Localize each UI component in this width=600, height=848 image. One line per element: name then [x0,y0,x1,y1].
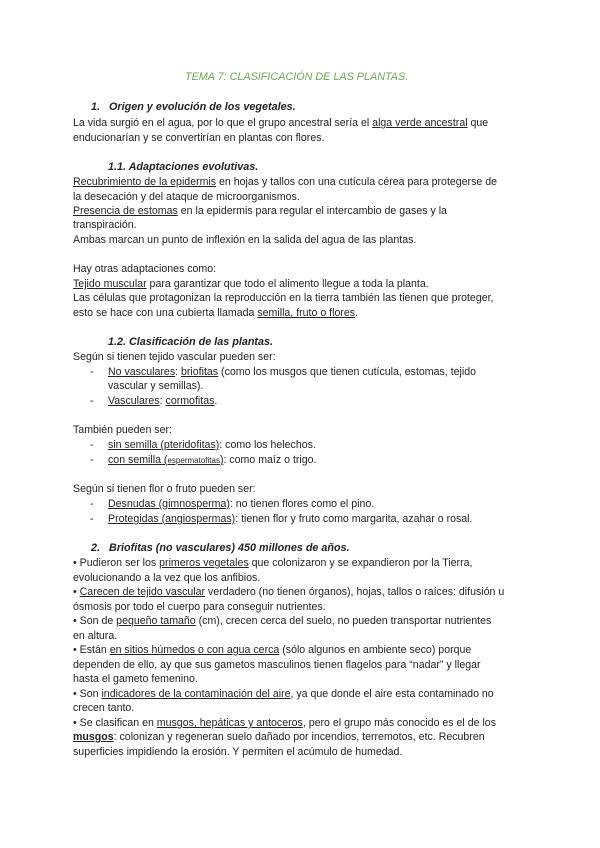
s11-line-9 [73,306,358,321]
underlined-term: Recubrimiento de la epidermis [73,176,217,188]
section-1-2-heading: 1.2. Clasificación de las plantas. [108,336,274,348]
underlined-term: alga verde ancestral [372,117,468,129]
dash-bullet-icon: - [90,395,94,407]
text: , ya que donde el aire esta contaminado no [290,688,494,700]
underlined-term: Presencia de estomas [73,205,178,217]
underlined-term: Vasculares [108,395,160,407]
text: : no tienen flores como el pino. [229,498,375,510]
s12-intro-1: Según si tienen tejido vascular pueden ser: [73,351,276,363]
s2-line-3 [73,585,504,600]
dash-bullet-icon: - [90,513,94,525]
text: • Están [73,644,110,656]
underlined-term: en sitios húmedos o con agua cerca [109,644,280,656]
s2-line-2: evolucionando a la vez que los anfibios. [73,572,261,584]
underlined-term: pequeño tamaño [116,615,196,627]
underlined-term: Tejido muscular [73,278,147,290]
text: • Son [73,688,102,700]
underlined-term: Carecen de tejido vascular [79,586,206,598]
text: . [214,395,218,407]
s11-line-2: la desecación y del ataque de microorganismos. [73,191,300,203]
underlined-term: indicadores de la contaminación del aire [101,688,291,700]
text: : como los helechos. [219,439,316,451]
s11-line-7 [73,277,429,292]
s11-line-6: Hay otras adaptaciones como: [73,263,217,275]
text: . [355,307,359,319]
s2-line-6: en altura. [73,630,118,642]
underlined-term: briofitas [181,366,219,378]
underlined-term: Desnudas (gimnosperma) [108,498,230,510]
s11-line-1 [73,175,497,190]
underlined-term: No vasculares [108,366,176,378]
section-2-title: Briofitas (no vasculares) 450 millones de años. [109,542,350,554]
text: , pero el grupo más conocido es el de los [302,717,496,729]
s12-intro-3: Según si tienen flor o fruto pueden ser: [73,483,256,495]
section-2-heading [91,541,350,556]
dash-bullet-icon: - [90,498,94,510]
text: : [159,395,166,407]
text: que [467,117,489,129]
text: (cm), crecen cerca del suelo, no pueden transportar nutrientes [195,615,492,627]
text: : tienen flor y fruto como margarita, azahar o rosal. [235,513,473,525]
text: que colonizaron y se expandieron por la Tierra, [248,557,473,569]
bullet-text [108,512,472,527]
section-2-number: 2. [91,542,101,554]
text: • Se clasifican en [73,717,157,729]
s2-line-12 [73,716,496,731]
s2-line-7 [73,643,471,658]
underlined-term: sin semilla (pteridofitas) [108,439,220,451]
s11-line-5: Ambas marcan un punto de inflexión en la salida del agua de las plantas. [73,234,417,246]
text: • Son de [73,615,117,627]
text: (sólo algunos en ambiente seco) porque [279,644,472,656]
text: : como maíz o trigo. [223,454,317,466]
s12-intro-2: También pueden ser: [73,424,172,436]
bullet-text [108,438,316,453]
s11-line-4: transpiración. [73,219,137,231]
text: para garantizar que todo el alimento llegue a toda la planta. [146,278,429,290]
text: La vida surgió en el agua, por lo que el grupo ancestral sería el [73,117,373,129]
s2-line-11: crecen tanto. [73,702,135,714]
s12-bullet-1-cont: vascular y semillas). [108,380,204,392]
s11-line-3 [73,204,447,219]
s2-line-13 [73,730,485,745]
text: con semilla ( [108,454,168,466]
section-1-1-heading: 1.1. Adaptaciones evolutivas. [108,161,259,173]
s2-line-9: hasta el gameto femenino. [73,673,198,685]
section-1-title: Origen y evolución de los vegetales. [109,101,296,113]
text: : colonizan y regeneran suelo dañado por incendios, terremotos, etc. Recubren [113,731,485,743]
text: : [175,366,182,378]
underlined-bold-term: musgos [73,731,114,743]
bullet-text [108,497,374,512]
bullet-text [108,453,317,468]
text: esto se hace con una cubierta llamada [73,307,258,319]
s2-line-1 [73,556,472,571]
s2-line-8: dependen de ello, ay que sus gametos masculinos tienen flagelos para “nadar” y llegar [73,659,481,671]
s1-line-2: enducionarían y se convertirían en plantas con flores. [73,132,325,144]
document-title: TEMA 7: CLASIFICACIÓN DE LAS PLANTAS. [185,71,409,83]
text: • Pudieron ser los [73,557,160,569]
underlined-term: semilla, fruto o flores [257,307,356,319]
underlined-term: primeros vegetales [159,557,249,569]
s11-line-8: Las células que protagonizan la reproducción en la tierra también las tienen que proteger, [73,292,494,304]
s2-line-4: ósmosis por todo el cuerpo para conseguir nutrientes. [73,601,326,613]
section-1-number: 1. [91,101,101,113]
small-text: espermatofitas [167,456,220,465]
s2-line-10 [73,687,494,702]
section-1-heading [91,100,296,115]
underlined-term: cormofitas [165,395,215,407]
dash-bullet-icon: - [90,366,94,378]
text: en la epidermis para regular el intercambio de gases y la [177,205,447,217]
underlined-term: Protegidas (angiospermas) [108,513,236,525]
dash-bullet-icon: - [90,454,94,466]
underlined-term [108,454,223,466]
text: en hojas y tallos con una cutícula cérea para protegerse de [216,176,498,188]
bullet-text [108,365,476,380]
s1-line-1 [73,116,488,131]
dash-bullet-icon: - [90,439,94,451]
text: ) [219,454,224,466]
underlined-term: musgos, hepáticas y antoceros [156,717,303,729]
text: • [73,586,80,598]
text: verdadero (no tienen órganos), hojas, tallos o raíces: difusión u [205,586,505,598]
s2-line-5 [73,614,491,629]
text: (como los musgos que tienen cutícula, estomas, tejido [218,366,477,378]
bullet-text [108,394,217,409]
s2-line-14: superficies impidiendo la erosión. Y permiten el acúmulo de humedad. [73,746,403,758]
